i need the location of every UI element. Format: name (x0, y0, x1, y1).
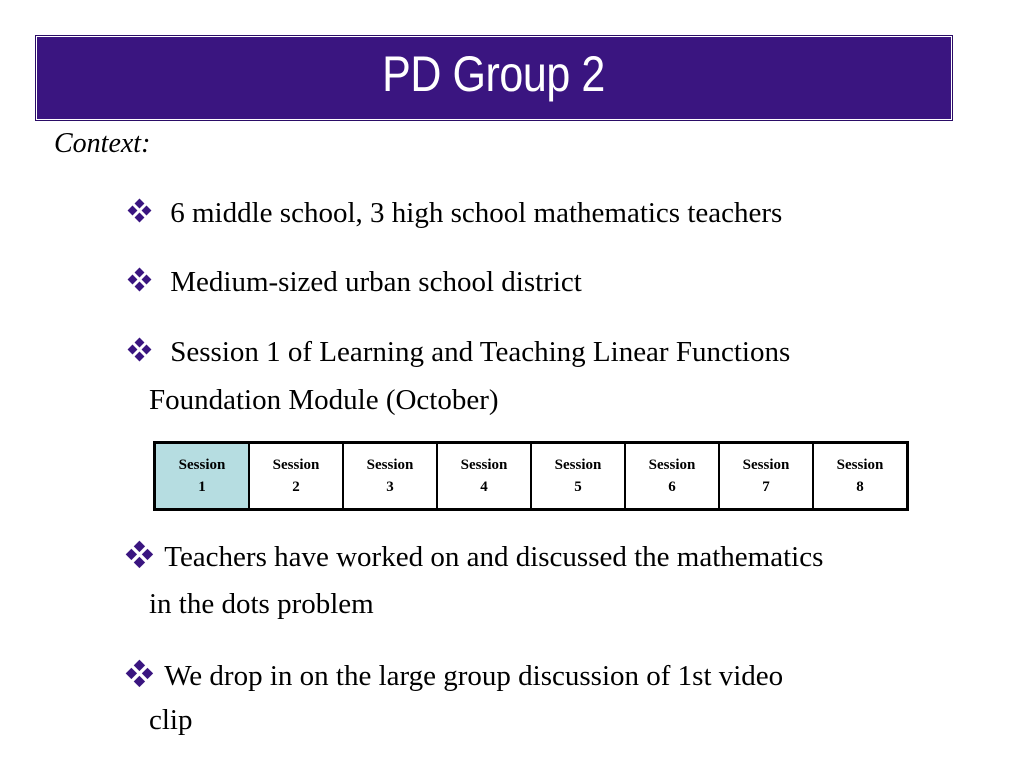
bullet-item (129, 533, 823, 581)
session-row (155, 443, 908, 510)
session-cell-4: Session 4 (437, 443, 531, 510)
title-bar (35, 35, 953, 121)
bullet-text: 6 middle school, 3 high school mathematics teachers (170, 197, 783, 229)
session-cell-6: Session 6 (625, 443, 719, 510)
bullet-text: Session 1 of Learning and Teaching Linear Functions (170, 336, 791, 368)
bullet-text: Teachers have worked on and discussed the mathematics (164, 541, 824, 573)
four-diamond-bullet-icon (129, 339, 151, 361)
session-cell-8: Session 8 (813, 443, 908, 510)
bullet-item (129, 652, 783, 700)
session-table (153, 441, 909, 511)
context-label: Context: (54, 128, 151, 159)
bullet-text: We drop in on the large group discussion of 1st video (164, 660, 784, 692)
slide-title: PD Group 2 (382, 46, 606, 102)
bullet-item (129, 328, 790, 376)
bullet-item (129, 258, 582, 306)
bullet-continuation: clip (149, 704, 193, 736)
four-diamond-bullet-icon (129, 200, 151, 222)
session-cell-2: Session 2 (249, 443, 343, 510)
session-cell-1: Session 1 (155, 443, 250, 510)
bullet-item (129, 189, 782, 237)
session-cell-3: Session 3 (343, 443, 437, 510)
four-diamond-bullet-icon (127, 542, 152, 567)
session-cell-7: Session 7 (719, 443, 813, 510)
bullet-text: Medium-sized urban school district (170, 266, 582, 298)
four-diamond-bullet-icon (127, 661, 152, 686)
bullet-continuation: in the dots problem (149, 588, 374, 620)
bullet-continuation: Foundation Module (October) (149, 384, 499, 416)
session-cell-5: Session 5 (531, 443, 625, 510)
four-diamond-bullet-icon (129, 269, 151, 291)
